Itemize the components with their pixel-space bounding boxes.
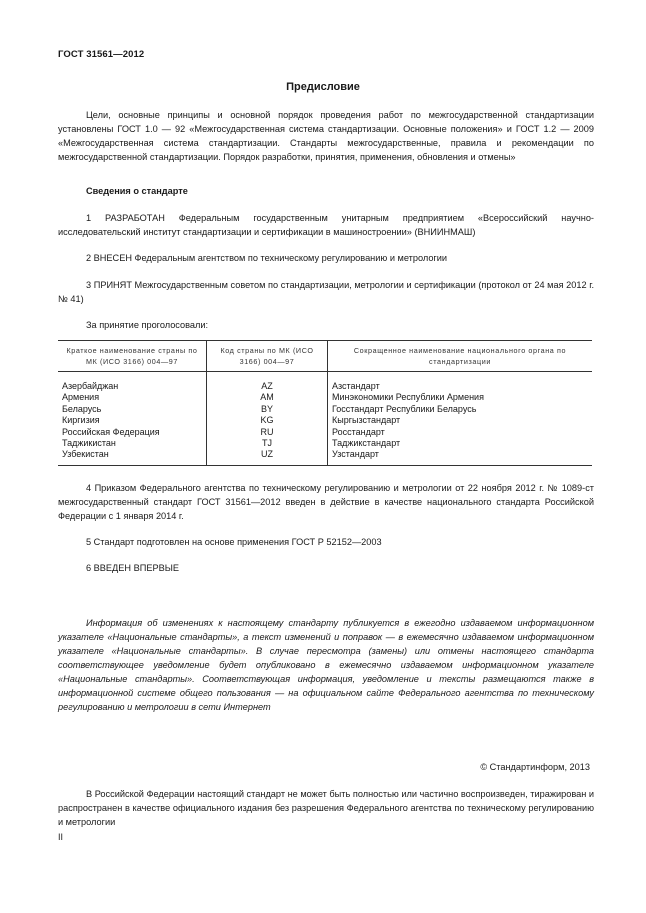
code-cell: RU [207,427,328,438]
body-cell: Азстандарт [328,372,593,393]
country-cell: Киргизия [58,415,207,426]
code-cell: UZ [207,449,328,465]
document-header: ГОСТ 31561—2012 [58,49,145,60]
body-cell: Таджикстандарт [328,438,593,449]
table-row [58,392,592,403]
table-header-code: Код страны по МК (ИСО 3166) 004—97 [207,341,328,372]
table-row [58,404,592,415]
country-cell: Таджикистан [58,438,207,449]
reproduction-restriction: В Российской Федерации настоящий стандарт не может быть полностью или частично воспроизведен, тиражирован и распространен в качестве официального издания без разрешения Федерального агентства по техническому регулированию и метрологии [58,789,594,827]
code-cell: AM [207,392,328,403]
code-cell: AZ [207,372,328,393]
voted-label: За принятие проголосовали: [86,320,209,330]
table-row [58,415,592,426]
body-cell: Минэкономики Республики Армения [328,392,593,403]
code-cell: KG [207,415,328,426]
page-title: Предисловие [286,81,360,93]
country-cell: Беларусь [58,404,207,415]
changes-notice: Информация об изменениях к настоящему стандарту публикуется в ежегодно издаваемом информационном указателе «Национальные стандарты», а текст изменений и поправок — в ежемесячно издаваемом информационном указателе «Национальные стандарты». В случае пересмотра (замены) или отмены настоящего стандарта соответствующее уведомление будет опубликовано в ежемесячно издаваемом информационном указателе «Национальные стандарты». Соответствующая информация, уведомление и тексты размещаются также в информационной системе общего пользования — на официальном сайте Федерального агентства по техническому регулированию и метрологии в сети Интернет [58,618,594,712]
table-row [58,438,592,449]
table-row [58,372,592,393]
copyright-line: © Стандартинформ, 2013 [480,762,590,772]
item-2: 2 ВНЕСЕН Федеральным агентством по техническому регулированию и метрологии [86,253,448,263]
country-cell: Узбекистан [58,449,207,465]
code-cell: BY [207,404,328,415]
intro-paragraph: Цели, основные принципы и основной порядок проведения работ по межгосударственной стандартизации установлены ГОСТ 1.0 — 92 «Межгосударственная система стандартизации. Основные положения» и ГОСТ 1.2 — 2009 «Межгосударственная система стандартизации. Стандарты межгосударственные, правила и рекомендации по межгосударственной стандартизации. Порядок разработки, принятия, применения, обновления и отмены» [58,110,594,162]
item-5: 5 Стандарт подготовлен на основе применения ГОСТ Р 52152—2003 [86,537,382,547]
item-4: 4 Приказом Федерального агентства по техническому регулированию и метрологии от 22 ноября 2012 г. № 1089-ст межгосударственный стандарт ГОСТ 31561—2012 введен в действие в качестве национального стандарта Российской Федерации с 1 января 2014 г. [58,483,594,521]
table-header-body: Сокращенное наименование национального органа по стандартизации [328,341,593,372]
country-cell: Армения [58,392,207,403]
voting-table [58,340,592,466]
table-header-country: Краткое наименование страны по МК (ИСО 3166) 004—97 [58,341,207,372]
page-number: II [58,832,64,842]
country-cell: Азербайджан [58,372,207,393]
item-1: 1 РАЗРАБОТАН Федеральным государственным унитарным предприятием «Всероссийский научно-исследовательский институт стандартизации и сертификации в машиностроении» (ВНИИНМАШ) [58,213,594,237]
body-cell: Росстандарт [328,427,593,438]
item-3: 3 ПРИНЯТ Межгосударственным советом по стандартизации, метрологии и сертификации (протокол от 24 мая 2012 г. № 41) [58,280,594,304]
country-cell: Российская Федерация [58,427,207,438]
info-heading: Сведения о стандарте [86,186,188,196]
code-cell: TJ [207,438,328,449]
table-row [58,427,592,438]
body-cell: Госстандарт Республики Беларусь [328,404,593,415]
body-cell: Узстандарт [328,449,593,465]
body-cell: Кыргызстандарт [328,415,593,426]
table-row [58,449,592,465]
item-6: 6 ВВЕДЕН ВПЕРВЫЕ [86,563,179,573]
